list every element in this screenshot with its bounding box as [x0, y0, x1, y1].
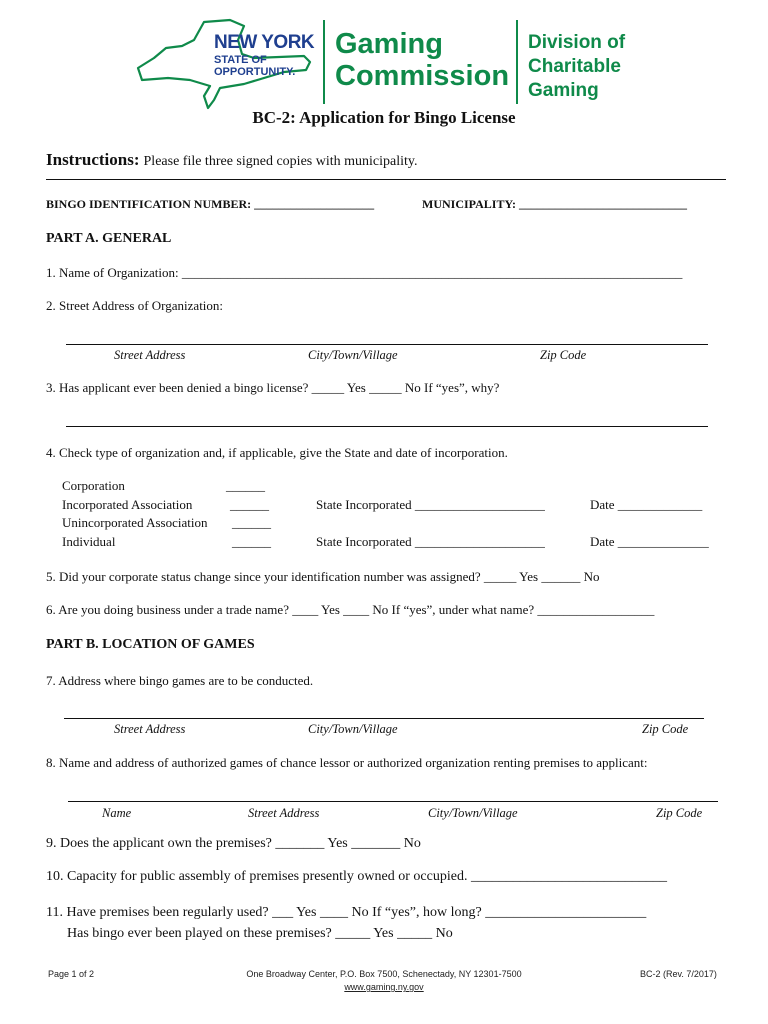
- q4-row-checkbox[interactable]: ______: [226, 478, 265, 493]
- ny-logo-line3: OPPORTUNITY.: [214, 66, 296, 78]
- logo-divider-1: [323, 20, 325, 104]
- q4-row-label: Unincorporated Association: [62, 515, 208, 530]
- part-b-heading: PART B. LOCATION OF GAMES: [46, 637, 255, 652]
- q10-capacity[interactable]: 10. Capacity for public assembly of premises presently owned or occupied. ____________________________: [46, 869, 667, 884]
- q4-date[interactable]: Date ______________: [590, 534, 709, 549]
- q7-caption-zip: Zip Code: [642, 722, 689, 736]
- q4-type-of-organization: 4. Check type of organization and, if applicable, give the State and date of incorporation.: [46, 445, 508, 460]
- q3-why-line[interactable]: [66, 426, 708, 427]
- q3-denied-license[interactable]: 3. Has applicant ever been denied a bingo license? _____ Yes _____ No If “yes”, why?: [46, 380, 500, 395]
- q9-own-premises[interactable]: 9. Does the applicant own the premises? _______ Yes _______ No: [46, 836, 421, 851]
- ny-logo-line1: NEW YORK: [214, 32, 315, 53]
- q4-row-checkbox[interactable]: ______: [230, 497, 269, 512]
- q4-state-incorporated[interactable]: State Incorporated ____________________: [316, 534, 545, 549]
- q6-trade-name[interactable]: 6. Are you doing business under a trade name? ____ Yes ____ No If “yes”, under what name? __________________: [46, 602, 655, 617]
- q2-caption-street: Street Address: [114, 348, 186, 362]
- q8-caption-street: Street Address: [248, 806, 320, 820]
- instructions: [46, 150, 417, 170]
- q8-lessor: 8. Name and address of authorized games of chance lessor or authorized organization renting premises to applicant:: [46, 755, 648, 770]
- bingo-id-field[interactable]: BINGO IDENTIFICATION NUMBER: ____________________: [46, 197, 375, 211]
- q2-caption-city: City/Town/Village: [308, 348, 398, 362]
- q4-row-checkbox[interactable]: ______: [232, 534, 271, 549]
- footer-address: One Broadway Center, P.O. Box 7500, Schenectady, NY 12301-7500: [246, 969, 522, 979]
- gaming-commission-line1: Gaming: [335, 28, 443, 60]
- footer-page-number: Page 1 of 2: [48, 969, 95, 979]
- instructions-label: Instructions:: [46, 150, 140, 169]
- q7-caption-city: City/Town/Village: [308, 722, 398, 736]
- logo-divider-2: [516, 20, 518, 104]
- q8-caption-city: City/Town/Village: [428, 806, 518, 820]
- q4-row-label: Corporation: [62, 478, 125, 493]
- q4-date[interactable]: Date _____________: [590, 497, 703, 512]
- instructions-rule: [46, 179, 726, 180]
- municipality-field[interactable]: MUNICIPALITY: ____________________________: [422, 197, 688, 211]
- footer-url-link[interactable]: www.gaming.ny.gov: [344, 982, 424, 992]
- q11-regularly-used[interactable]: 11. Have premises been regularly used? ___ Yes ____ No If “yes”, how long? _______________________: [46, 905, 647, 920]
- q7-caption-street: Street Address: [114, 722, 186, 736]
- q4-row-label: Incorporated Association: [62, 497, 193, 512]
- instructions-text: Please file three signed copies with municipality.: [143, 154, 418, 169]
- division-line3: Gaming: [528, 80, 599, 101]
- q2-address-line[interactable]: [66, 344, 708, 345]
- q8-caption-name: Name: [102, 806, 132, 820]
- q8-lessor-line[interactable]: [68, 801, 718, 802]
- division-line2: Charitable: [528, 56, 621, 77]
- q4-state-incorporated[interactable]: State Incorporated ____________________: [316, 497, 545, 512]
- q11b-bingo-played[interactable]: Has bingo ever been played on these premises? _____ Yes _____ No: [67, 926, 453, 941]
- q1-name-of-organization[interactable]: 1. Name of Organization: _____________________________________________________________________________: [46, 265, 683, 280]
- q7-address-line[interactable]: [64, 718, 704, 719]
- form-title: BC-2: Application for Bingo License: [252, 108, 516, 127]
- gaming-commission-line2: Commission: [335, 60, 510, 92]
- q8-caption-zip: Zip Code: [656, 806, 703, 820]
- q2-caption-zip: Zip Code: [540, 348, 587, 362]
- footer-form-revision: BC-2 (Rev. 7/2017): [640, 969, 717, 979]
- q4-row-checkbox[interactable]: ______: [232, 515, 271, 530]
- q4-row-label: Individual: [62, 534, 116, 549]
- q7-game-address: 7. Address where bingo games are to be conducted.: [46, 673, 314, 688]
- q5-corporate-status-change[interactable]: 5. Did your corporate status change since your identification number was assigned? _____ Yes ______ No: [46, 569, 600, 584]
- part-a-heading: PART A. GENERAL: [46, 231, 172, 246]
- division-line1: Division of: [528, 32, 626, 53]
- q2-street-address: 2. Street Address of Organization:: [46, 298, 224, 313]
- ny-logo-line2: STATE OF: [214, 54, 267, 66]
